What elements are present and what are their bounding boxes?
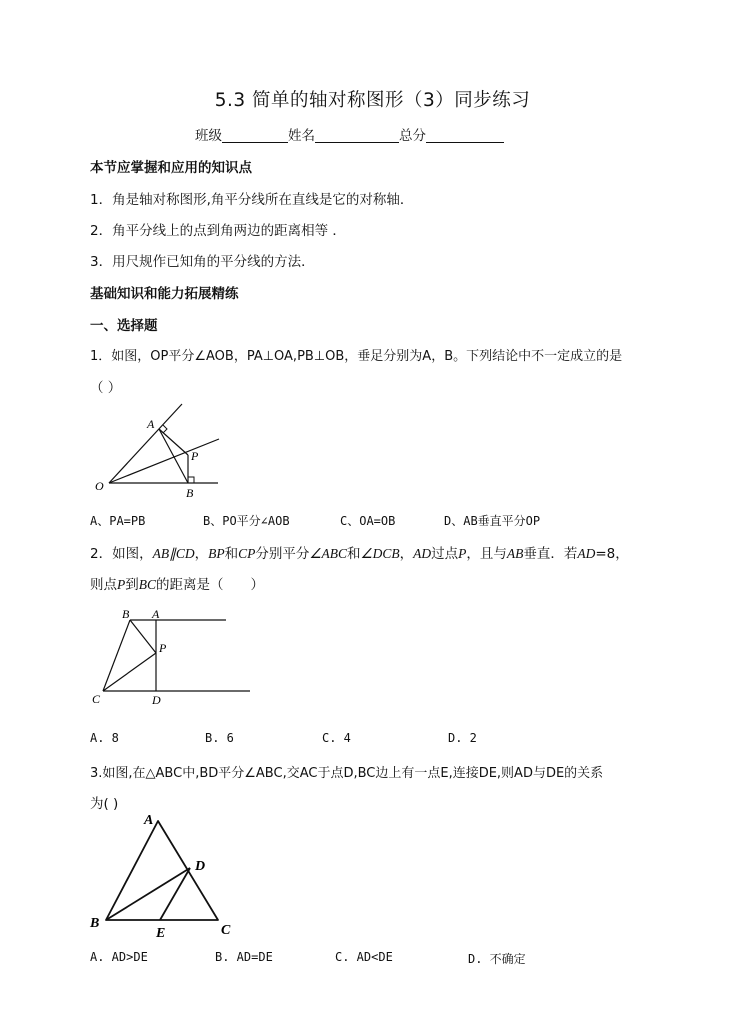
q2-label-a: A [152,607,160,621]
choice-heading: 一、选择题 [90,318,158,334]
q1-right-angle-b [188,477,194,483]
q1-figure [90,398,230,502]
q2-bc: BC [138,577,157,592]
class-label: 班级 [195,128,222,144]
q2-t0: 2．如图， [90,546,153,562]
q2-t3: 分别平分 [255,546,310,562]
q2-option-d[interactable]: D. 2 [448,731,477,745]
q2-option-a[interactable]: A. 8 [90,731,119,745]
q2-l2a: 则点 [90,577,117,593]
q2-l2b: 到 [125,577,139,593]
student-info-line [195,124,504,144]
score-label: 总分 [399,128,426,144]
q2-angle-dcb: ∠DCB [360,546,400,561]
q2-l2c: 的距离是（ ） [156,577,265,593]
q2-t4: 和 [346,546,361,562]
q2-figure [90,603,260,711]
q2-option-b[interactable]: B. 6 [205,731,234,745]
q2-bp: BP [208,546,225,561]
q1-option-d[interactable]: D、AB垂直平分OP [444,514,541,528]
knowledge-heading: 本节应掌握和应用的知识点 [90,160,252,176]
q3-option-c[interactable]: C. AD<DE [335,950,393,964]
q2-ad: AD [413,546,432,561]
q1-text: 1．如图，OP平分∠AOB，PA⊥OA,PB⊥OB，垂足分别为A，B。下列结论中不一定成立的是 [90,349,623,364]
q1-ray-oa [109,404,182,483]
class-blank [222,128,288,143]
q3-label-e: E [156,926,166,940]
q2-t7: ，且与 [466,546,507,562]
q1-label-a: A [147,417,155,431]
knowledge-point-1: 1．角是轴对称图形,角平分线所在直线是它的对称轴． [90,192,414,208]
q1-right-angle-a [163,425,167,433]
knowledge-point-3: 3．用尺规作已知角的平分线的方法． [90,254,315,270]
q2-segment-bc [103,620,130,691]
q1-option-b[interactable]: B、PO平分∠AOB [203,514,290,528]
q2-p: P [458,546,467,561]
q1-label-o: O [95,479,104,493]
q1-label-b: B [186,486,194,500]
q3-label-c: C [221,923,231,938]
q1-segment-ab [159,429,188,483]
q3-label-b: B [90,916,100,931]
q2-ab: AB [506,546,524,561]
knowledge-point-2: 2．角平分线上的点到角两边的距离相等 ． [90,223,346,239]
q2-ab-cd: AB∥CD [152,546,195,561]
q2-t5: ， [399,546,414,562]
name-label: 姓名 [288,128,315,144]
q3-label-a: A [144,813,154,828]
q2-label-b: B [122,607,130,621]
q3-segment-bd [106,868,190,920]
q2-cp: CP [238,546,256,561]
q2-t8: 垂直．若 [523,546,578,562]
q2-t1: ， [194,546,209,562]
q3-option-d[interactable]: D. 不确定 [468,952,526,966]
q2-label-p: P [159,641,167,655]
q3-figure [88,810,248,940]
q2-label-c: C [92,692,101,706]
q1-option-a[interactable]: A、PA=PB [90,514,146,528]
q1-bisector-op [109,439,219,483]
page-title: 5.3 简单的轴对称图形（3）同步练习 [214,90,531,111]
q3-label-d: D [195,859,206,874]
practice-heading: 基础知识和能力拓展精练 [90,286,239,302]
q2-text-line2 [90,573,264,593]
q1-option-c[interactable]: C、OA=OB [340,514,396,528]
q2-segment-bp [130,620,156,653]
q1-label-p: P [191,449,199,463]
q2-p2: P [117,577,126,592]
q2-text-line1 [90,542,629,562]
q2-ad2: AD [577,546,596,561]
q2-label-d: D [152,693,161,707]
q2-t9: =8， [595,546,629,562]
q3-text: 3.如图,在△ABC中,BD平分∠ABC,交AC于点D,BC边上有一点E,连接DE,则AD与DE的关系 [90,766,604,781]
q3-option-a[interactable]: A. AD>DE [90,950,148,964]
name-blank [315,128,399,143]
q3-text-line2: 为( ) [90,796,119,812]
q2-angle-abc: ∠ABC [309,546,347,561]
score-blank [426,128,504,143]
q2-segment-cp [103,653,156,691]
q3-segment-de [160,868,190,920]
q2-t6: 过点 [431,546,459,562]
q2-t2: 和 [224,546,239,562]
q3-option-b[interactable]: B. AD=DE [215,950,273,964]
q1-paren: （ ） [90,380,122,396]
q2-option-c[interactable]: C. 4 [322,731,351,745]
